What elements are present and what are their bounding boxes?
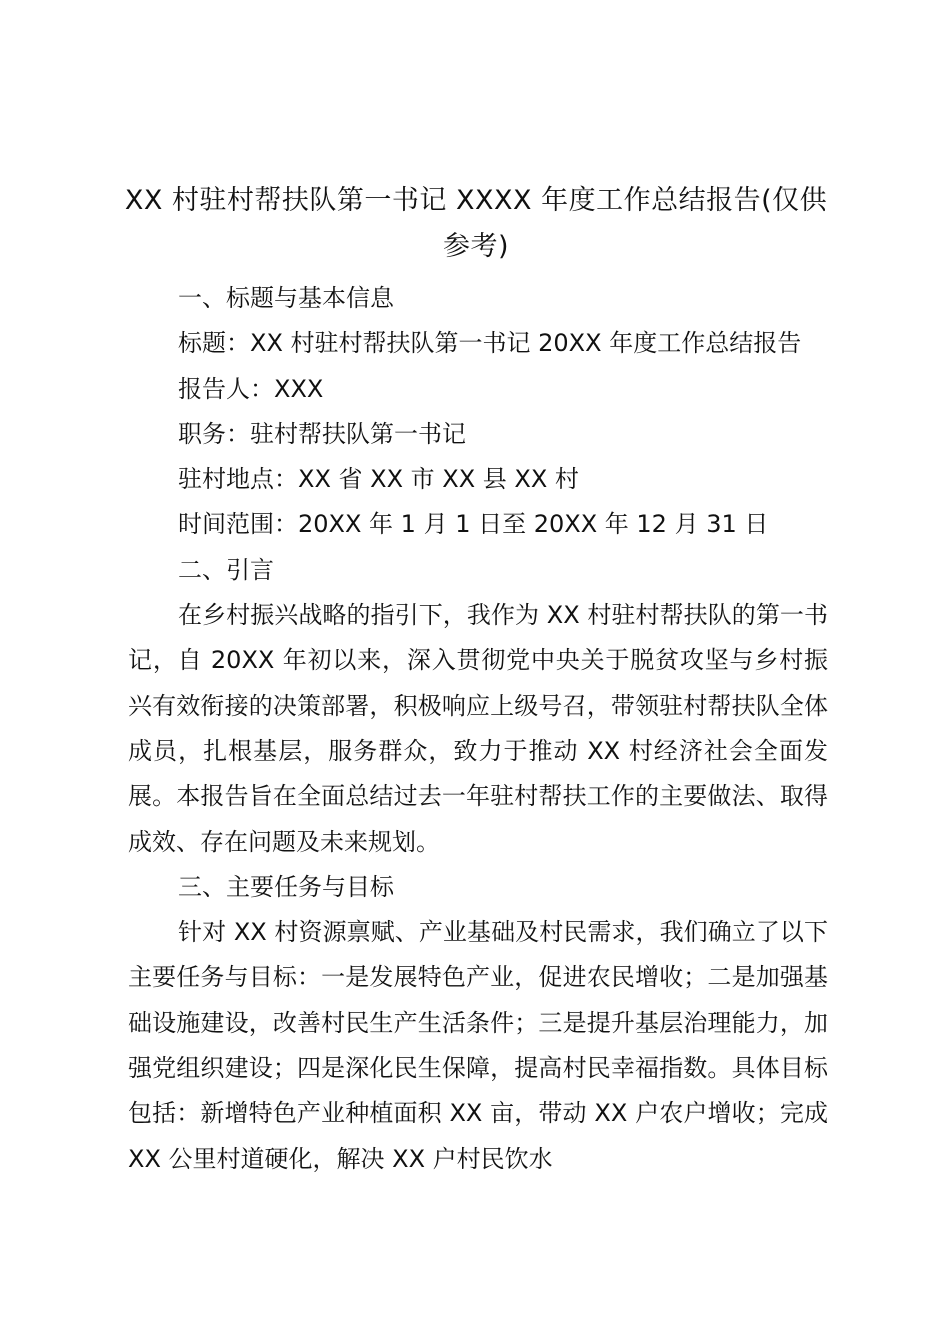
section-2-heading: 二、引言 [178,555,274,584]
info-reporter: 报告人：XXX [178,374,324,403]
info-location: 驻村地点：XX 省 XX 市 XX 县 XX 村 [178,465,579,494]
section-3-heading: 三、主要任务与目标 [178,872,394,901]
info-position: 职务：驻村帮扶队第一书记 [178,419,466,448]
document-title: XX 村驻村帮扶队第一书记 XXXX 年度工作总结报告(仅供参考) [124,185,828,262]
info-period: 时间范围：20XX 年 1 月 1 日至 20XX 年 12 月 31 日 [178,510,769,539]
section-1-heading: 一、标题与基本信息 [178,284,394,312]
document-body [128,276,828,1182]
introduction-paragraph: 在乡村振兴战略的指引下，我作为 XX 村驻村帮扶队的第一书记，自 20XX 年初以来，深入贯彻党中央关于脱贫攻坚与乡村振兴有效衔接的决策部署，积极响应上级号召，带领驻村帮扶队全体成员，扎根基层，服务群众，致力于推动 XX 村经济社会全面发展。本报告旨在全面总结过去一年驻村帮扶工作的主要做法、取得成效、存在问题及未来规划。 [128,601,828,856]
info-title: 标题：XX 村驻村帮扶队第一书记 20XX 年度工作总结报告 [178,329,802,358]
tasks-paragraph: 针对 XX 村资源禀赋、产业基础及村民需求，我们确立了以下主要任务与目标：一是发展特色产业，促进农民增收；二是加强基础设施建设，改善村民生产生活条件；三是提升基层治理能力，加强党组织建设；四是深化民生保障，提高村民幸福指数。具体目标包括：新增特色产业种植面积 XX 亩，带动 XX 户农户增收；完成 XX 公里村道硬化，解决 XX 户村民饮水 [128,918,828,1173]
